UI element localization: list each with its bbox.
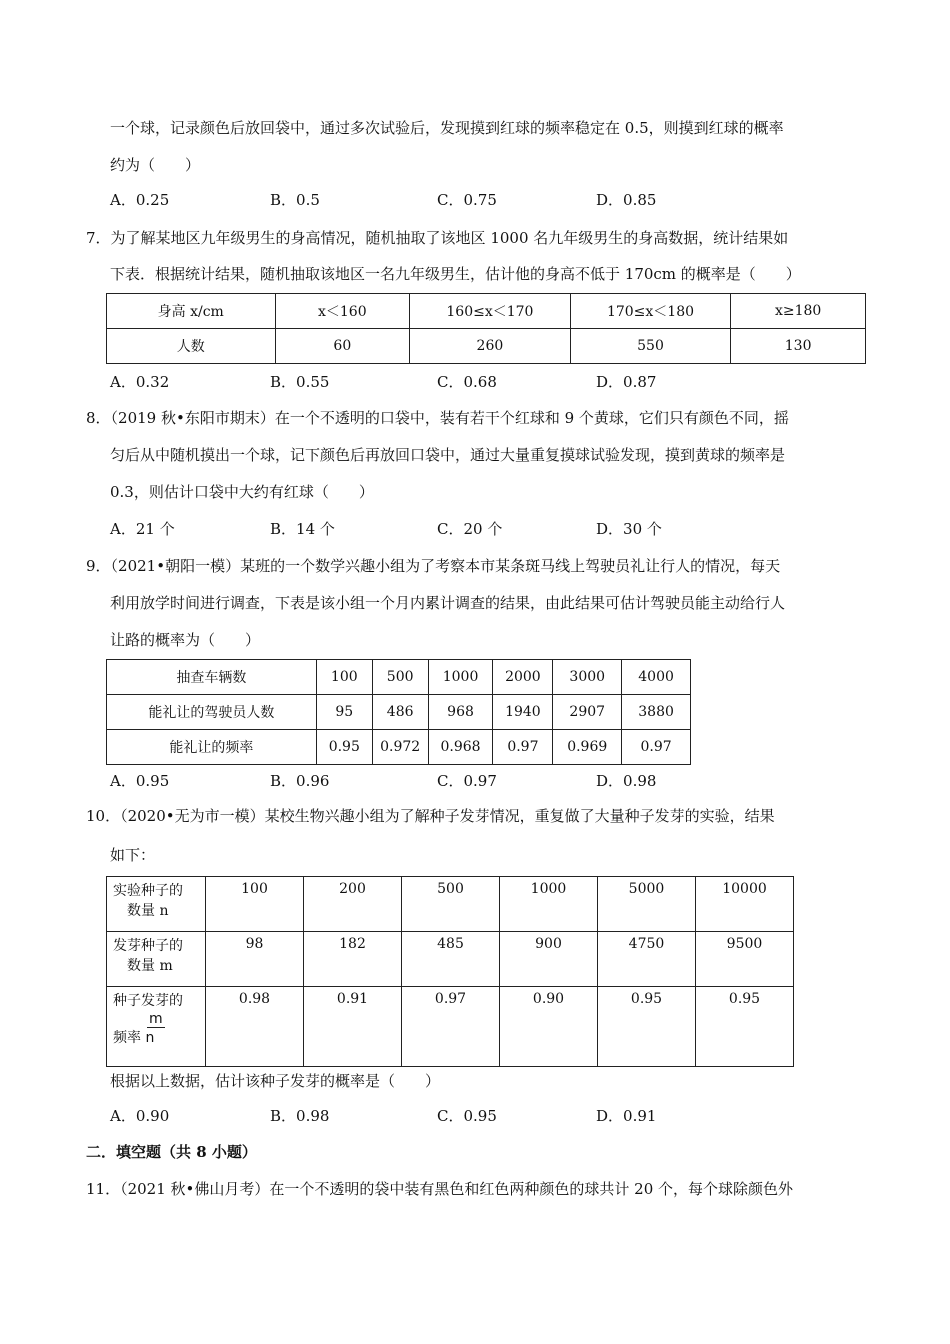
table-cell: 0.97: [493, 730, 553, 765]
table-cell: 486: [372, 695, 428, 730]
table-cell: 485: [402, 932, 500, 987]
table-cell: 人数: [107, 329, 276, 364]
row-label-text: 频率: [113, 1030, 141, 1046]
table-cell: 0.969: [553, 730, 622, 765]
q11-line-1: 11．（2021 秋•佛山月考）在一个不透明的袋中装有黑色和红色两种颜色的球共计 20 个，每个球除颜色外: [86, 1180, 794, 1198]
table-cell: 抽查车辆数: [107, 660, 317, 695]
fraction-numerator: m: [149, 1011, 163, 1027]
q9-option-a: A．0.95: [110, 772, 170, 790]
q6-option-c: C．0.75: [437, 191, 497, 209]
table-cell: 1940: [493, 695, 553, 730]
table-cell: 能礼让的驾驶员人数: [107, 695, 317, 730]
table-cell: 1000: [428, 660, 493, 695]
q6-option-d: D．0.85: [596, 191, 657, 209]
row-label-line: 数量 n: [127, 903, 169, 919]
q10-prompt: 根据以上数据，估计该种子发芽的概率是（ ）: [110, 1072, 441, 1090]
table-row: [107, 329, 866, 364]
q7-height-table: [106, 293, 866, 364]
table-row: [107, 660, 691, 695]
q7-option-a: A．0.32: [110, 373, 170, 391]
fraction: [147, 1011, 165, 1044]
q10-germination-table: [106, 876, 794, 1067]
q8-option-a: A．21 个: [110, 520, 175, 538]
q10-option-b: B．0.98: [270, 1107, 330, 1125]
q9-line-3: 让路的概率为（ ）: [110, 631, 261, 649]
table-cell: 2000: [493, 660, 553, 695]
q8-line-3: 0.3，则估计口袋中大约有红球（ ）: [110, 483, 374, 501]
table-cell: 500: [372, 660, 428, 695]
table-cell: 0.98: [206, 987, 304, 1067]
table-cell: 170≤x＜180: [570, 294, 731, 329]
table-row: [107, 730, 691, 765]
table-cell: 0.90: [500, 987, 598, 1067]
q9-line-1: 9．（2021•朝阳一模）某班的一个数学兴趣小组为了考察本市某条斑马线上驾驶员礼让行人的情况，每天: [86, 557, 781, 575]
table-cell: 98: [206, 932, 304, 987]
table-cell: 2907: [553, 695, 622, 730]
table-row: [107, 695, 691, 730]
q8-line-1: 8．（2019 秋•东阳市期末）在一个不透明的口袋中，装有若干个红球和 9 个黄球，它们只有颜色不同，摇: [86, 409, 789, 427]
table-cell: 1000: [500, 877, 598, 932]
table-cell: 0.97: [622, 730, 691, 765]
fraction-line: [113, 1011, 205, 1046]
table-cell: 能礼让的频率: [107, 730, 317, 765]
table-cell: 0.91: [304, 987, 402, 1067]
q10-line-2: 如下：: [110, 846, 156, 864]
q10-line-1: 10．（2020•无为市一模）某校生物兴趣小组为了解种子发芽情况，重复做了大量种子发芽的实验，结果: [86, 807, 775, 825]
row-label-line: 实验种子的: [113, 883, 183, 899]
table-cell: 4000: [622, 660, 691, 695]
q7-option-c: C．0.68: [437, 373, 497, 391]
table-cell: 60: [275, 329, 410, 364]
table-cell: 95: [316, 695, 372, 730]
table-cell: 3000: [553, 660, 622, 695]
row-label-line: 种子发芽的: [113, 993, 183, 1009]
fraction-denominator: n: [145, 1030, 155, 1046]
table-cell: 100: [206, 877, 304, 932]
table-cell: 4750: [598, 932, 696, 987]
table-cell: x＜160: [275, 294, 410, 329]
q7-option-b: B．0.55: [270, 373, 330, 391]
q10-option-c: C．0.95: [437, 1107, 497, 1125]
table-cell: 0.97: [402, 987, 500, 1067]
table-cell: 130: [731, 329, 866, 364]
row-label-line: 数量 m: [127, 958, 173, 974]
q9-line-2: 利用放学时间进行调查，下表是该小组一个月内累计调查的结果，由此结果可估计驾驶员能主动给行人: [110, 594, 786, 612]
table-cell: 182: [304, 932, 402, 987]
table-cell: 9500: [696, 932, 794, 987]
table-row: [107, 294, 866, 329]
q8-option-c: C．20 个: [437, 520, 503, 538]
q6-option-a: A．0.25: [110, 191, 170, 209]
table-cell: 260: [410, 329, 571, 364]
q8-line-2: 匀后从中随机摸出一个球，记下颜色后再放回口袋中，通过大量重复摸球试验发现，摸到黄球的频率是: [110, 446, 786, 464]
table-cell: 0.95: [598, 987, 696, 1067]
row-label: [107, 877, 206, 932]
q9-yield-table: [106, 659, 691, 765]
table-cell: 0.968: [428, 730, 493, 765]
table-cell: 0.95: [316, 730, 372, 765]
q9-option-b: B．0.96: [270, 772, 330, 790]
section-heading: 二．填空题（共 8 小题）: [86, 1143, 257, 1161]
q7-option-d: D．0.87: [596, 373, 657, 391]
table-cell: 5000: [598, 877, 696, 932]
table-cell: 500: [402, 877, 500, 932]
q7-line-2: 下表．根据统计结果，随机抽取该地区一名九年级男生，估计他的身高不低于 170cm 的概率是（ ）: [110, 265, 801, 283]
q6-line-2: 约为（ ）: [110, 156, 201, 174]
table-cell: 0.972: [372, 730, 428, 765]
table-cell: 200: [304, 877, 402, 932]
q8-option-d: D．30 个: [596, 520, 662, 538]
q9-option-c: C．0.97: [437, 772, 497, 790]
q10-option-a: A．0.90: [110, 1107, 170, 1125]
table-cell: 0.95: [696, 987, 794, 1067]
q6-line-1: 一个球，记录颜色后放回袋中，通过多次试验后，发现摸到红球的频率稳定在 0.5，则摸到红球的概率: [110, 119, 784, 137]
q9-option-d: D．0.98: [596, 772, 657, 790]
q7-line-1: 7．为了解某地区九年级男生的身高情况，随机抽取了该地区 1000 名九年级男生的身高数据，统计结果如: [86, 229, 789, 247]
row-label: [107, 932, 206, 987]
table-cell: 3880: [622, 695, 691, 730]
table-cell: 100: [316, 660, 372, 695]
table-cell: 10000: [696, 877, 794, 932]
q8-option-b: B．14 个: [270, 520, 335, 538]
table-cell: 968: [428, 695, 493, 730]
row-label: [107, 987, 206, 1067]
table-row: [107, 877, 794, 932]
table-row: [107, 932, 794, 987]
table-cell: 550: [570, 329, 731, 364]
row-label-line: 发芽种子的: [113, 938, 183, 954]
q6-option-b: B．0.5: [270, 191, 320, 209]
table-row: [107, 987, 794, 1067]
q10-option-d: D．0.91: [596, 1107, 657, 1125]
table-cell: 900: [500, 932, 598, 987]
table-cell: x≥180: [731, 294, 866, 329]
table-cell: 160≤x＜170: [410, 294, 571, 329]
table-cell: 身高 x/cm: [107, 294, 276, 329]
